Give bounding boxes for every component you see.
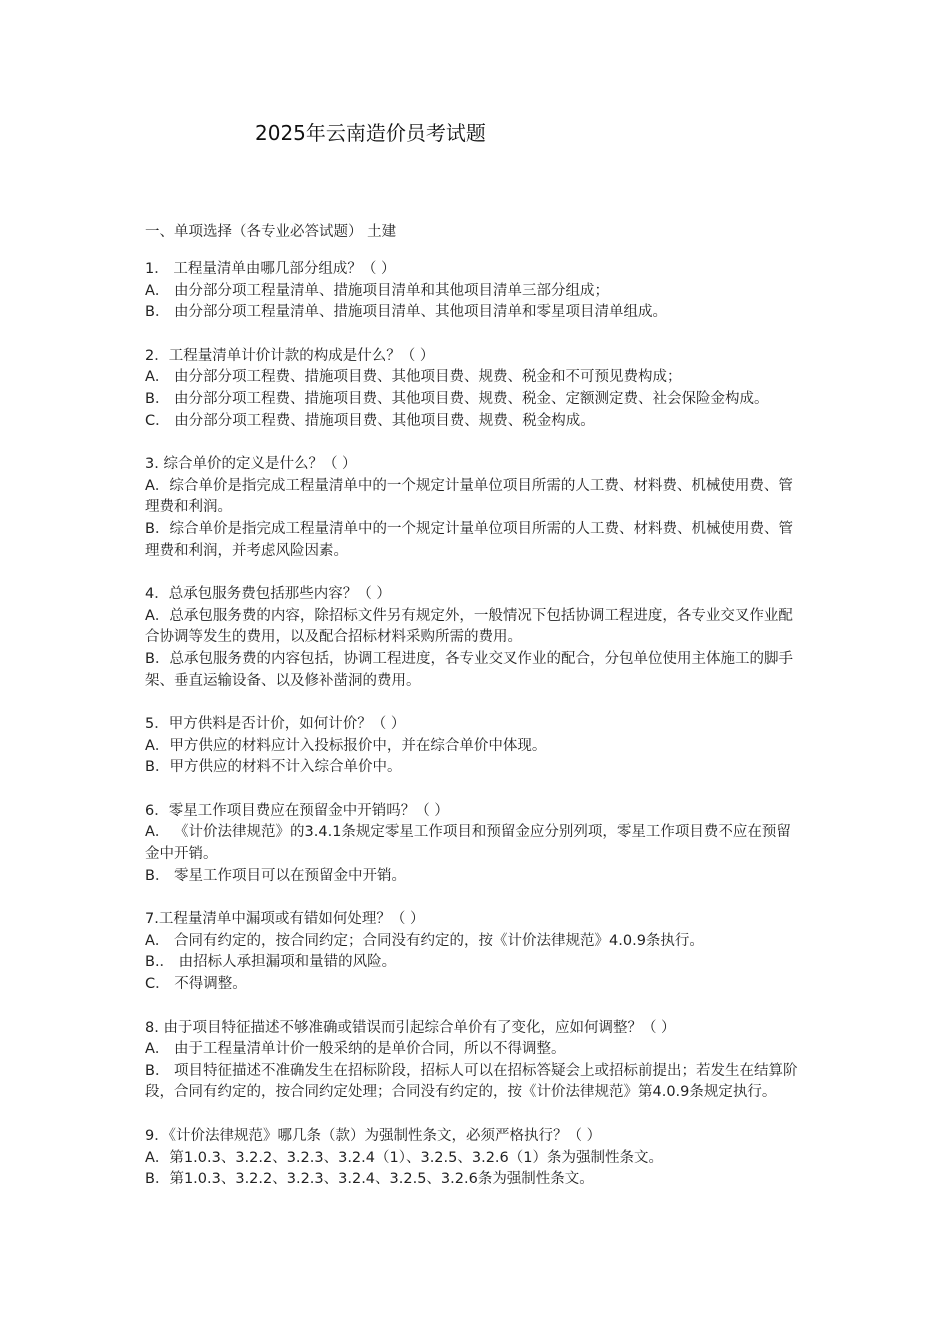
question-text: 7.工程量清单中漏项或有错如何处理？（ ） — [145, 911, 425, 928]
question-text: 2．工程量清单计价计款的构成是什么？（ ） — [145, 347, 435, 364]
question-text: 5．甲方供料是否计价，如何计价？（ ） — [145, 716, 406, 733]
question-text: 1． 工程量清单由哪几部分组成？（ ） — [145, 261, 396, 277]
answer-option: B.． 由招标人承担漏项和量错的风险。 — [145, 954, 397, 971]
answer-option: A． 《计价法律规范》的3.4.1条规定零星工作项目和预留金应分别列项，零星工作项目费不应在预留金中开销。 — [145, 824, 791, 863]
answer-option: B．甲方供应的材料不计入综合单价中。 — [145, 759, 402, 776]
question-list — [145, 259, 805, 1213]
document-title: 2025年云南造价员考试题 — [255, 121, 486, 145]
question-item — [145, 801, 805, 887]
question-item — [145, 259, 805, 324]
answer-option: C． 由分部分项工程费、措施项目费、其他项目费、规费、税金构成。 — [145, 412, 595, 429]
answer-option: B．总承包服务费的内容包括，协调工程进度，各专业交叉作业的配合，分包单位使用主体施工的脚手架、垂直运输设备、以及修补凿洞的费用。 — [145, 650, 793, 689]
answer-option: B．综合单价是指完成工程量清单中的一个规定计量单位项目所需的人工费、材料费、机械使用费、管理费和利润，并考虑风险因素。 — [145, 520, 793, 559]
answer-option: C． 不得调整。 — [145, 976, 247, 993]
question-item — [145, 454, 805, 562]
answer-option: B． 由分部分项工程费、措施项目费、其他项目费、规费、税金、定额测定费、社会保险金构成。 — [145, 390, 769, 407]
question-item — [145, 1018, 805, 1104]
answer-option: A．甲方供应的材料应计入投标报价中，并在综合单价中体现。 — [145, 737, 547, 754]
question-text: 9．《计价法律规范》哪几条（款）为强制性条文，必须严格执行？（ ） — [145, 1128, 602, 1144]
answer-option: A．综合单价是指完成工程量清单中的一个规定计量单位项目所需的人工费、材料费、机械使用费、管理费和利润。 — [145, 477, 793, 516]
answer-option: B．第1.0.3、3.2.2、3.2.3、3.2.4、3.2.5、3.2.6条为强制性条文。 — [145, 1171, 594, 1188]
question-item — [145, 584, 805, 692]
answer-option: A． 合同有约定的，按合同约定；合同没有约定的，按《计价法律规范》4.0.9条执行。 — [145, 932, 704, 949]
answer-option: B． 由分部分项工程量清单、措施项目清单、其他项目清单和零星项目清单组成。 — [145, 304, 668, 321]
question-text: 8. 由于项目特征描述不够准确或错误而引起综合单价有了变化，应如何调整？（ ） — [145, 1019, 676, 1036]
section-heading: 一、单项选择（各专业必答试题） 土建 — [145, 224, 397, 240]
question-text: 6．零星工作项目费应在预留金中开销吗？（ ） — [145, 802, 449, 819]
answer-option: A． 由于工程量清单计价一般采纳的是单价合同，所以不得调整。 — [145, 1041, 566, 1058]
answer-option: A． 由分部分项工程费、措施项目费、其他项目费、规费、税金和不可预见费构成； — [145, 369, 682, 386]
answer-option: B． 零星工作项目可以在预留金中开销。 — [145, 867, 407, 884]
answer-option: A． 由分部分项工程量清单、措施项目清单和其他项目清单三部分组成； — [145, 282, 610, 299]
question-item — [145, 714, 805, 779]
question-item — [145, 909, 805, 995]
answer-option: A．总承包服务费的内容，除招标文件另有规定外，一般情况下包括协调工程进度，各专业交叉作业配合协调等发生的费用，以及配合招标材料采购所需的费用。 — [145, 607, 793, 646]
question-text: 3. 综合单价的定义是什么？（ ） — [145, 456, 357, 473]
question-item — [145, 1126, 805, 1191]
answer-option: B． 项目特征描述不准确发生在招标阶段，招标人可以在招标答疑会上或招标前提出；若发生在结算阶段，合同有约定的，按合同约定处理；合同没有约定的，按《计价法律规范》第4.0.9条规定执行。 — [145, 1062, 798, 1101]
question-text: 4．总承包服务费包括那些内容？（ ） — [145, 586, 391, 603]
question-item — [145, 346, 805, 432]
answer-option: A．第1.0.3、3.2.2、3.2.3、3.2.4（1）、3.2.5、3.2.6（1）条为强制性条文。 — [145, 1149, 663, 1166]
